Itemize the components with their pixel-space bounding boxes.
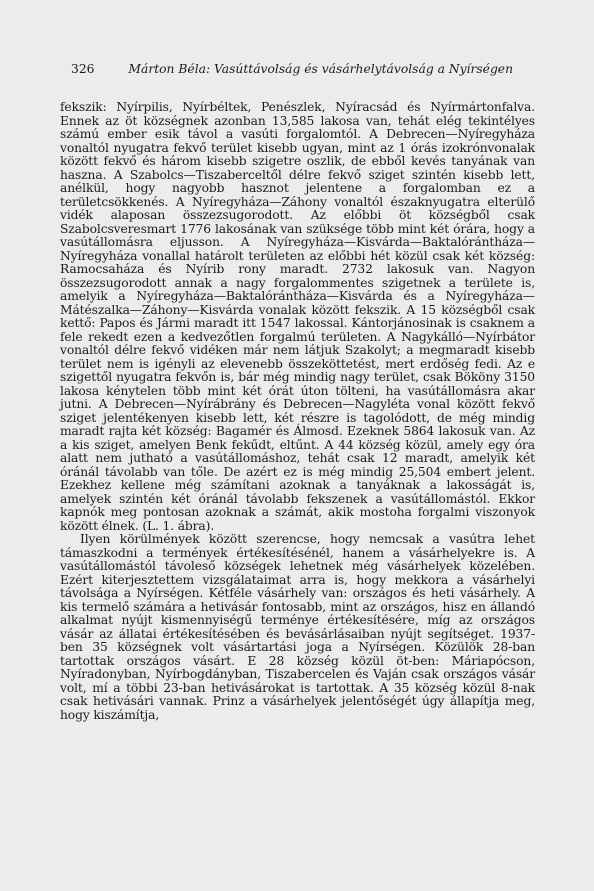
running-title: Márton Béla: Vasúttávolság és vásárhelytávolság a Nyírségen [128,62,514,76]
paragraph: fekszik: Nyírpilis, Nyírbéltek, Penészlek, Nyíracsád és Nyírmártonfalva. Ennek az öt községnek azonban 13,585 lakosa van, tehát elég tekintélyes számú ember esik távol a vasúti forgalomtól. A Debrecen—Nyíregyháza vonaltól nyugatra fekvő terület kisebb ugyan, mint az 1 órás izokrónvonalak között fekvő és három kisebb szigetre oszlik, de ebből kevés tanyának van haszna. A Szabolcs—Tiszaberceltől délre fekvő sziget szintén kisebb lett, anélkül, hogy nagyobb hasznot jelentene a forgalomban ez a területcsökkenés. A Nyíregyháza—Záhony vonaltól északnyugatra elterülő vidék alaposan összezsugorodott. Az előbbi öt községből csak Szabolcsveresmart 1776 lakosának van szüksége több mint két órára, hogy a vasútállomásra eljusson. A Nyíregyháza—Kisvárda—Baktalórántháza—Nyíregyháza vonallal határolt területen az előbbi hét közül csak két község: Ramocsaháza és Nyírib rony maradt. 2732 lakosuk van. Nagyon összezsugorodott annak a nagy forgalommentes szigetnek a területe is, amelyik a Nyíregyháza—Baktalórántháza—Kisvárda és a Nyíregyháza—Mátészalka—Záhony—Kisvárda vonalak között fekszik. A 15 községből csak kettő: Papos és Jármi maradt itt 1547 lakossal. Kántorjánosinak is csaknem a fele rekedt ezen a kedvezőtlen forgalmú területen. A Nagykálló—Nyírbátor vonaltól délre fekvő vidéken már nem látjuk Szakolyt; a megmaradt kisebb terület nem is igényli az elevenebb összeköttetést, mert erdőség fedi. Az e szigettől nyugatra fekvőn is, bár még mindig nagy terület, csak Bököny 3150 lakosa kénytelen több mint két órát úton tölteni, ha vasútállomásra akar jutni. A Debrecen—Nyírábrány és Debrecen—Nagyléta vonal között fekvő sziget jelentékenyen kisebb lett, két részre is tagolódott, de még mindig maradt rajta két község: Bagamér és Álmosd. Ezeknek 5864 lakosuk van. Az a kis sziget, amelyen Benk fekűdt, eltűnt. A 44 község közül, amely egy óra alatt nem jutható a vasútállomáshoz, tehát csak 12 maradt, amelyik két óránál távolabb van tőle. De azért ez is még mindig 25,504 embert jelent. Ezekhez kellene még számítani azoknak a tanyáknak a lakosságát is, amelyek szintén két óránál távolabb fekszenek a vasútállomástól. Ekkor kapnók meg pontosan azoknak a számát, akik mostoha forgalmi viszonyok között élnek. (L. 1. ábra). [60,100,535,533]
body-text [60,101,535,722]
running-header [71,62,531,76]
page-number: 326 [71,62,95,76]
paragraph: Ilyen körülmények között szerencse, hogy nemcsak a vasútra lehet támaszkodni a termények értékesítésénél, hanem a vásárhelyekre is. A vasútállomástól távoleső községek lehetnek még vásárhelyek közelében. Ezért kiterjesztettem vizsgálataimat arra is, hogy mekkora a vásárhelyi távolsága a Nyírségen. Kétféle vásárhely van: országos és heti vásárhely. A kis termelő számára a hetivásár fontosabb, mint az országos, hisz en állandó alkalmat nyújt kismennyiségű terménye értékesítésére, míg az országos vásár az állatai értékesítésében és bevásárlásaiban nyújt segítséget. 1937-ben 35 községnek volt vásártartási joga a Nyírségen. Közülök 28-ban tartottak országos vásárt. E 28 község közül öt-ben: Máriapócson, Nyíradonyban, Nyírbogdányban, Tiszabercelen és Vaján csak országos vásár volt, mí a többi 23-ban hetivásárokat is tartottak. A 35 község közül 8-nak csak hetivásári vannak. Prinz a vásárhelyek jelentőségét úgy állapítja meg, hogy kiszámítja, [60,532,535,722]
